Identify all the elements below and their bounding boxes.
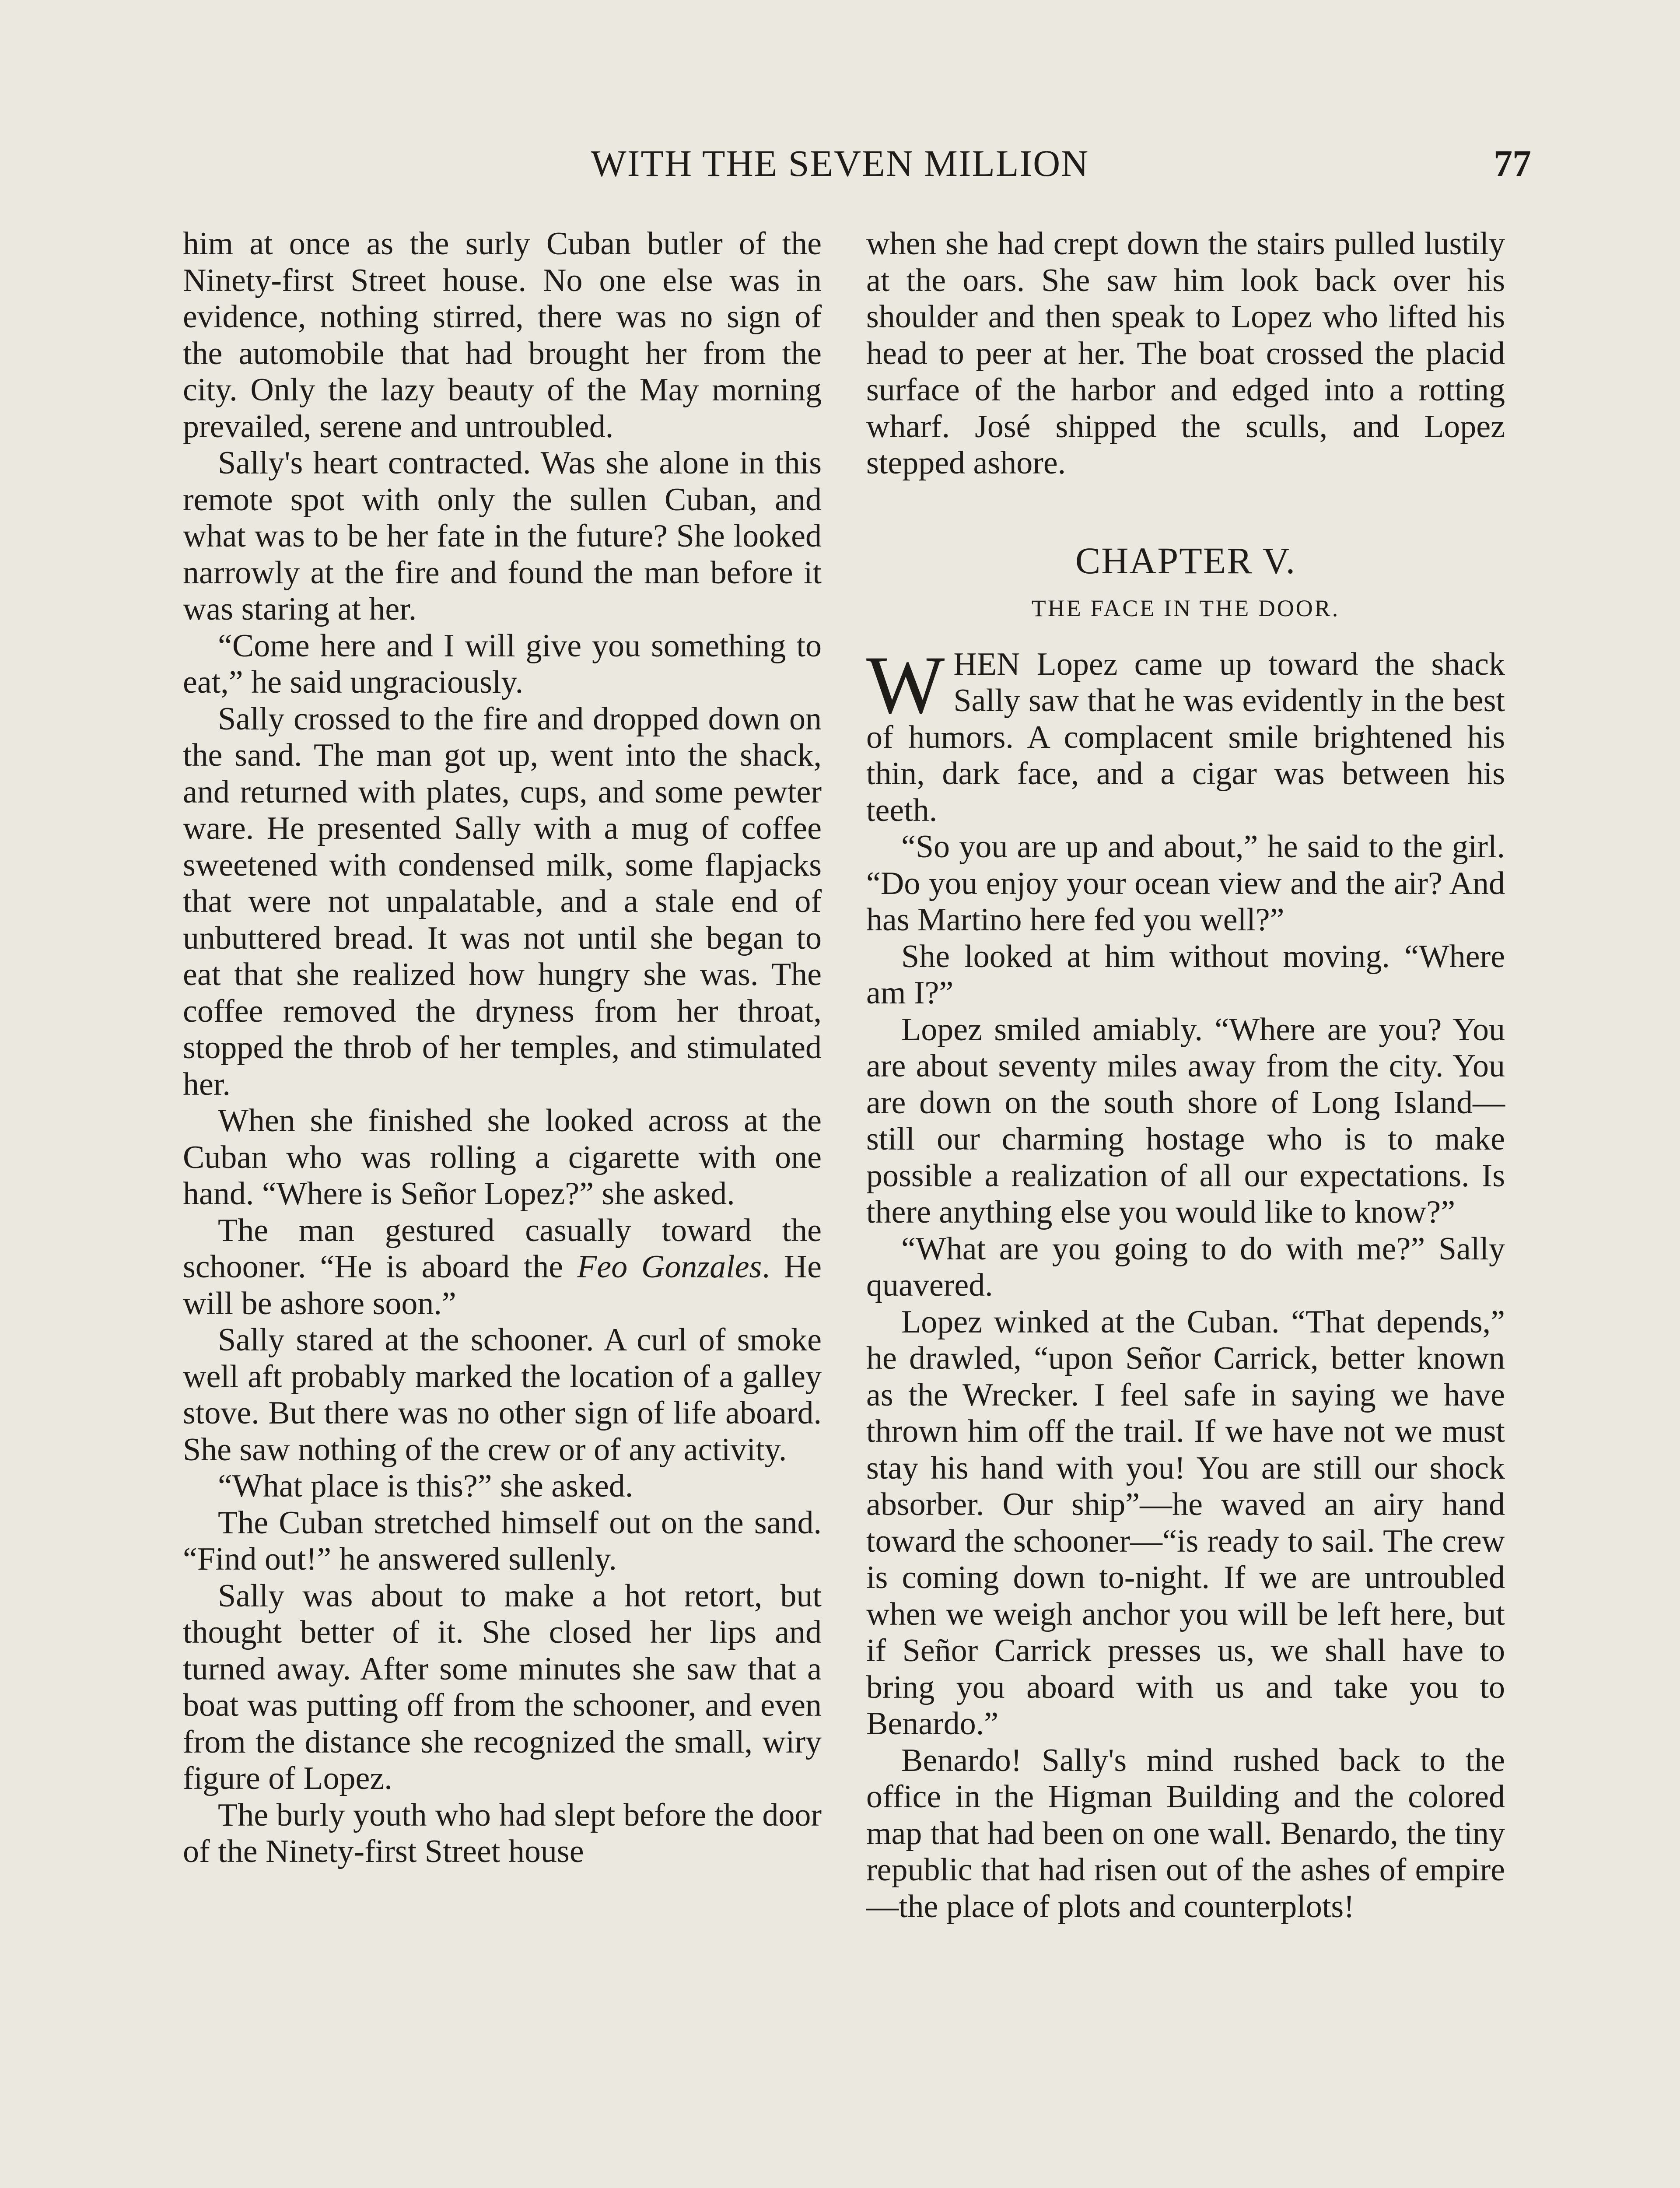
paragraph: The Cuban stretched himself out on the sand. “Find out!” he answered sullenly.	[183, 1504, 822, 1577]
paragraph: When she finished she looked across at the Cuban who was rolling a cigarette with one hand. “Where is Señor Lopez?” she asked.	[183, 1103, 822, 1212]
chapter-opening-paragraph	[866, 639, 1505, 829]
paragraph: Sally was about to make a hot retort, but thought better of it. She closed her lips and turned away. After some minutes she saw that a boat was putting off from the schooner, and even from the distance she recognized the small, wiry figure of Lopez.	[183, 1578, 822, 1796]
text-run: The man gestured casually toward the schooner. “He is aboard the	[183, 1212, 822, 1285]
left-column	[183, 226, 822, 1870]
running-head: WITH THE SEVEN MILLION	[591, 142, 1089, 184]
paragraph: him at once as the surly Cuban butler of the Ninety-first Street house. No one else was in evidence, nothing stirred, there was no sign of the automobile that had brought her from the city. Only the lazy beauty of the May morning prevailed, serene and untroubled.	[183, 226, 822, 445]
right-column	[866, 226, 1505, 1925]
paragraph: Sally crossed to the fire and dropped down on the sand. The man got up, went into the shack, and returned with plates, cups, and some pewter ware. He presented Sally with a mug of coffee sweetened with condensed milk, some flapjacks that were not unpalatable, and a stale end of unbuttered bread. It was not until she began to eat that she realized how hungry she was. The coffee removed the dryness from her throat, stopped the throb of her temples, and stimulated her.	[183, 701, 822, 1102]
paragraph: Benardo! Sally's mind rushed back to the office in the Higman Building and the colored map that had been on one wall. Benardo, the tiny republic that had risen out of the ashes of empire—the place of plots and counterplots!	[866, 1742, 1505, 1925]
text-run: . He will be ashore soon.”	[183, 1249, 822, 1322]
paragraph: “Come here and I will give you something to eat,” he said ungraciously.	[183, 628, 822, 700]
page-number: 77	[1494, 142, 1531, 184]
chapter-title: CHAPTER V.	[1075, 539, 1296, 582]
paragraph	[183, 1213, 822, 1322]
small-caps-text: HEN	[953, 646, 1020, 682]
paragraph: “What place is this?” she asked.	[218, 1468, 634, 1504]
paragraph: The burly youth who had slept before the door of the Ninety-first Street house	[183, 1797, 822, 1869]
paragraph: She looked at him without moving. “Where am I?”	[866, 938, 1505, 1011]
paragraph: when she had crept down the stairs pulled lustily at the oars. She saw him look back over his shoulder and then speak to Lopez who lifted his head to peer at her. The boat crossed the placid surface of the harbor and edged into a rotting wharf. José shipped the sculls, and Lopez stepped ashore.	[866, 226, 1505, 481]
chapter-subtitle: THE FACE IN THE DOOR.	[1031, 595, 1340, 621]
paragraph: Lopez smiled amiably. “Where are you? You are about seventy miles away from the city. You are down on the south shore of Long Island—still our charming hostage who is to make possible a realization of all our expectations. Is there anything else you would like to know?”	[866, 1011, 1505, 1230]
paragraph: “What are you going to do with me?” Sally quavered.	[866, 1231, 1505, 1303]
paragraph: “So you are up and about,” he said to the girl. “Do you enjoy your ocean view and the air? And has Martino here fed you well?”	[866, 829, 1505, 938]
paragraph: Sally stared at the schooner. A curl of smoke well aft probably marked the location of a galley stove. But there was no other sign of life aboard. She saw nothing of the crew or of any activity.	[183, 1322, 822, 1468]
drop-cap: W	[866, 639, 945, 731]
paragraph: Sally's heart contracted. Was she alone in this remote spot with only the sullen Cuban, and what was to be her fate in the future? She looked narrowly at the fire and found the man before it was staring at her.	[183, 445, 822, 627]
paragraph: Lopez winked at the Cuban. “That depends,” he drawled, “upon Señor Carrick, better known as the Wrecker. I feel safe in saying we have thrown him off the trail. If we have not we must stay his hand with you! You are still our shock absorber. Our ship”—he waved an airy hand toward the schooner—“is ready to sail. The crew is coming down to-night. If we are untroubled when we weigh anchor you will be left here, but if Señor Carrick presses us, we shall have to bring you aboard with us and take you to Benardo.”	[866, 1304, 1505, 1742]
page-header	[0, 139, 1680, 187]
text-run: Lopez came up toward the shack Sally saw that he was evidently in the best of humors. A complacent smile brightened his thin, dark face, and a cigar was between his teeth.	[866, 646, 1505, 828]
ship-name: Feo Gonzales	[577, 1249, 762, 1285]
